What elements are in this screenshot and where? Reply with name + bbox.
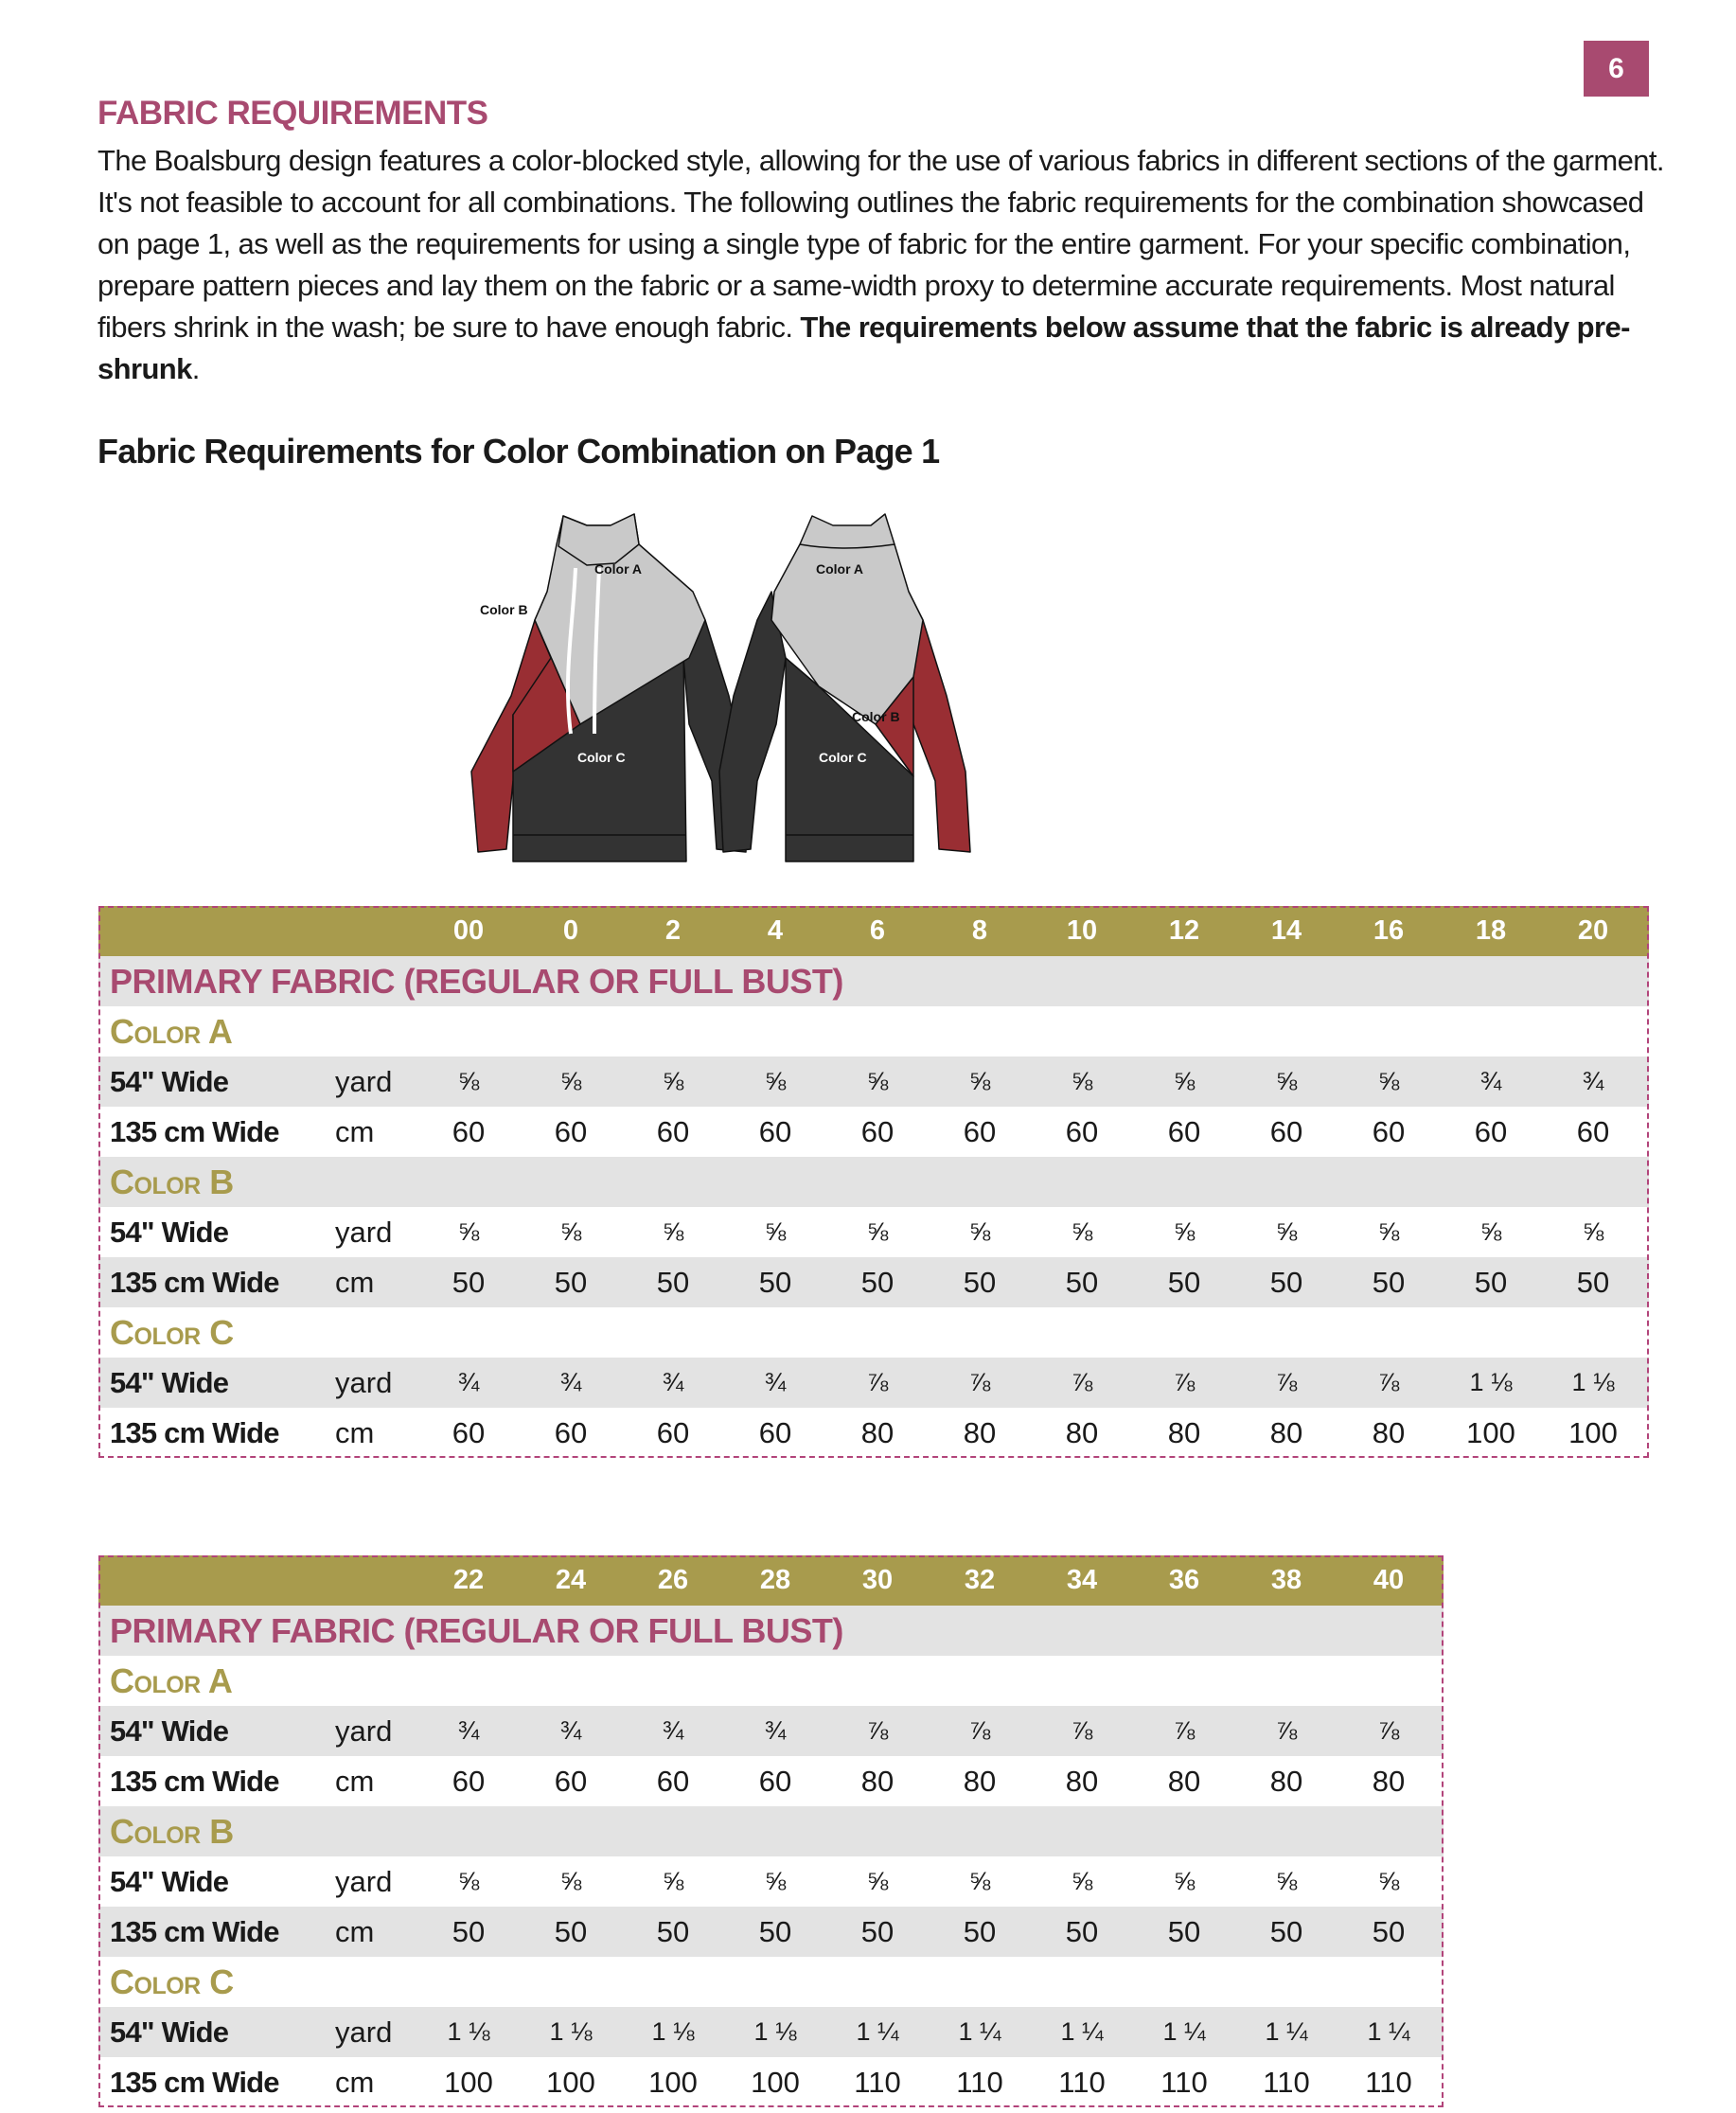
centimeter-cell: 60 xyxy=(452,1415,486,1449)
centimeter-row xyxy=(98,1107,1649,1157)
yardage-cell: ⅝ xyxy=(968,1867,991,1895)
color-group-label: Color A xyxy=(110,1011,233,1051)
centimeter-cell: 80 xyxy=(1269,1415,1303,1449)
size-header-cell: 2 xyxy=(664,915,682,946)
yardage-cell: ⅝ xyxy=(1071,1867,1093,1895)
centimeter-cell: 60 xyxy=(656,1764,690,1798)
yardage-cell: ¾ xyxy=(457,1716,480,1745)
centimeter-cell: 60 xyxy=(963,1114,997,1148)
back-view xyxy=(719,514,970,861)
yardage-cell: ⅝ xyxy=(1377,1067,1400,1095)
yardage-cell: ⅝ xyxy=(968,1067,991,1095)
back-label-color-c: Color C xyxy=(819,750,867,765)
yardage-cell: ⅝ xyxy=(1071,1217,1093,1246)
yardage-cell: ¾ xyxy=(457,1368,480,1396)
centimeter-row xyxy=(98,2057,1444,2107)
centimeter-row xyxy=(98,1756,1444,1806)
yardage-cell: ¾ xyxy=(764,1716,787,1745)
unit-label: cm xyxy=(335,1764,375,1798)
fabric-width-label: 54" Wide xyxy=(110,1864,229,1898)
front-label-color-c: Color C xyxy=(577,750,626,765)
yardage-cell: ⅞ xyxy=(1275,1368,1298,1396)
centimeter-cell: 110 xyxy=(1365,2065,1412,2099)
centimeter-cell: 110 xyxy=(854,2065,901,2099)
unit-label: cm xyxy=(335,2065,375,2099)
fabric-width-label: 135 cm Wide xyxy=(110,1914,279,1948)
centimeter-cell: 50 xyxy=(656,1914,690,1948)
centimeter-cell: 60 xyxy=(452,1764,486,1798)
yardage-cell: 1 ¼ xyxy=(856,2017,899,2046)
yardage-cell: ⅝ xyxy=(866,1217,889,1246)
centimeter-cell: 80 xyxy=(1269,1764,1303,1798)
centimeter-cell: 100 xyxy=(1568,1415,1618,1449)
yardage-cell: ⅞ xyxy=(1377,1368,1400,1396)
centimeter-cell: 110 xyxy=(1058,2065,1106,2099)
section-title: FABRIC REQUIREMENTS xyxy=(97,95,488,132)
yardage-cell: ⅝ xyxy=(1071,1067,1093,1095)
yardage-cell: ⅞ xyxy=(1377,1716,1400,1745)
centimeter-cell: 100 xyxy=(546,2065,595,2099)
yardage-cell: ¾ xyxy=(662,1368,684,1396)
unit-label: yard xyxy=(335,1064,393,1098)
color-group-label: Color B xyxy=(110,1162,234,1201)
centimeter-cell: 50 xyxy=(1474,1265,1508,1299)
size-header-row xyxy=(98,1555,1444,1606)
centimeter-cell: 50 xyxy=(1576,1265,1610,1299)
centimeter-cell: 60 xyxy=(1167,1114,1201,1148)
size-header-cell: 12 xyxy=(1168,915,1200,946)
yardage-cell: ⅝ xyxy=(764,1067,787,1095)
color-group-row xyxy=(98,1006,1649,1056)
centimeter-cell: 80 xyxy=(1372,1415,1406,1449)
centimeter-row xyxy=(98,1408,1649,1458)
yardage-cell: ⅞ xyxy=(1071,1716,1093,1745)
fabric-type-label: PRIMARY FABRIC (REGULAR OR FULL BUST) xyxy=(110,1610,843,1650)
page-number-badge: 6 xyxy=(1584,41,1649,97)
centimeter-cell: 50 xyxy=(1167,1914,1201,1948)
yardage-cell: ⅝ xyxy=(1582,1217,1604,1246)
size-header-cell: 24 xyxy=(555,1565,587,1595)
yardage-row xyxy=(98,1856,1444,1907)
fabric-width-label: 54" Wide xyxy=(110,1713,229,1748)
centimeter-cell: 80 xyxy=(1065,1415,1099,1449)
yardage-cell: 1 ⅛ xyxy=(447,2017,490,2046)
centimeter-cell: 50 xyxy=(656,1265,690,1299)
yardage-cell: ⅝ xyxy=(457,1067,480,1095)
centimeter-cell: 60 xyxy=(1372,1114,1406,1148)
yardage-row xyxy=(98,1706,1444,1756)
size-header-cell: 28 xyxy=(759,1565,791,1595)
size-header-cell: 26 xyxy=(657,1565,689,1595)
yardage-cell: ⅝ xyxy=(1377,1867,1400,1895)
color-group-row xyxy=(98,1957,1444,2007)
yardage-cell: ⅝ xyxy=(1275,1217,1298,1246)
fabric-type-row xyxy=(98,1606,1444,1656)
unit-label: yard xyxy=(335,1365,393,1399)
fabric-width-label: 54" Wide xyxy=(110,1215,229,1249)
centimeter-cell: 60 xyxy=(758,1114,792,1148)
size-header-cell: 22 xyxy=(452,1565,485,1595)
color-group-label: Color C xyxy=(110,1312,234,1352)
yardage-cell: ¾ xyxy=(1582,1067,1604,1095)
size-header-cell: 14 xyxy=(1270,915,1302,946)
yardage-cell: ⅝ xyxy=(457,1217,480,1246)
centimeter-cell: 50 xyxy=(452,1914,486,1948)
yardage-cell: ⅝ xyxy=(764,1867,787,1895)
centimeter-cell: 60 xyxy=(1269,1114,1303,1148)
centimeter-cell: 50 xyxy=(1269,1914,1303,1948)
intro-end: . xyxy=(191,352,200,385)
yardage-cell: ⅝ xyxy=(662,1067,684,1095)
yardage-cell: ⅝ xyxy=(968,1217,991,1246)
centimeter-cell: 60 xyxy=(452,1114,486,1148)
size-table-2 xyxy=(98,1555,1444,2107)
centimeter-cell: 50 xyxy=(758,1914,792,1948)
yardage-cell: ⅝ xyxy=(1173,1217,1196,1246)
centimeter-cell: 100 xyxy=(444,2065,493,2099)
yardage-cell: ⅞ xyxy=(866,1716,889,1745)
centimeter-cell: 60 xyxy=(1576,1114,1610,1148)
yardage-cell: ⅝ xyxy=(866,1067,889,1095)
color-group-row xyxy=(98,1307,1649,1358)
fabric-width-label: 135 cm Wide xyxy=(110,1764,279,1798)
centimeter-cell: 60 xyxy=(1065,1114,1099,1148)
yardage-cell: 1 ¼ xyxy=(958,2017,1001,2046)
yardage-cell: ¾ xyxy=(559,1368,582,1396)
centimeter-cell: 80 xyxy=(1167,1764,1201,1798)
yardage-cell: ⅞ xyxy=(968,1368,991,1396)
intro-bold-note: The requirements below assume that the fabric is already pre-shrunk xyxy=(97,311,1630,385)
centimeter-cell: 80 xyxy=(860,1764,895,1798)
yardage-cell: ⅝ xyxy=(559,1067,582,1095)
size-header-cell: 8 xyxy=(971,915,988,946)
fabric-width-label: 54" Wide xyxy=(110,2015,229,2049)
unit-label: yard xyxy=(335,1864,393,1898)
yardage-cell: ¾ xyxy=(1479,1067,1502,1095)
yardage-cell: ⅝ xyxy=(559,1217,582,1246)
centimeter-cell: 60 xyxy=(656,1114,690,1148)
yardage-cell: 1 ¼ xyxy=(1367,2017,1410,2046)
yardage-cell: ⅝ xyxy=(662,1867,684,1895)
centimeter-cell: 60 xyxy=(758,1415,792,1449)
yardage-cell: 1 ¼ xyxy=(1060,2017,1104,2046)
centimeter-cell: 50 xyxy=(860,1265,895,1299)
yardage-cell: ⅞ xyxy=(1071,1368,1093,1396)
front-label-color-a: Color A xyxy=(594,561,643,577)
centimeter-cell: 60 xyxy=(758,1764,792,1798)
centimeter-cell: 50 xyxy=(1269,1265,1303,1299)
unit-label: cm xyxy=(335,1114,375,1148)
fabric-width-label: 54" Wide xyxy=(110,1064,229,1098)
size-header-cell: 32 xyxy=(964,1565,996,1595)
size-table-1 xyxy=(98,906,1649,1458)
garment-illustration xyxy=(445,488,1240,866)
yardage-cell: ⅝ xyxy=(1173,1067,1196,1095)
yardage-cell: ⅝ xyxy=(662,1217,684,1246)
yardage-cell: 1 ⅛ xyxy=(651,2017,695,2046)
yardage-cell: 1 ⅛ xyxy=(549,2017,593,2046)
centimeter-cell: 60 xyxy=(554,1415,588,1449)
centimeter-cell: 50 xyxy=(1372,1914,1406,1948)
size-header-cell: 20 xyxy=(1577,915,1609,946)
centimeter-cell: 50 xyxy=(554,1914,588,1948)
centimeter-cell: 50 xyxy=(758,1265,792,1299)
centimeter-cell: 110 xyxy=(956,2065,1003,2099)
size-header-cell: 34 xyxy=(1066,1565,1098,1595)
centimeter-row xyxy=(98,1257,1649,1307)
fabric-width-label: 135 cm Wide xyxy=(110,1265,279,1299)
centimeter-cell: 60 xyxy=(554,1114,588,1148)
front-view xyxy=(471,514,746,861)
color-group-label: Color A xyxy=(110,1660,233,1700)
yardage-cell: 1 ¼ xyxy=(1162,2017,1206,2046)
centimeter-cell: 50 xyxy=(554,1265,588,1299)
centimeter-cell: 100 xyxy=(1466,1415,1515,1449)
yardage-cell: ⅝ xyxy=(1173,1867,1196,1895)
centimeter-cell: 110 xyxy=(1160,2065,1208,2099)
centimeter-cell: 60 xyxy=(554,1764,588,1798)
color-group-label: Color C xyxy=(110,1962,234,2001)
size-header-cell: 00 xyxy=(452,915,485,946)
centimeter-cell: 60 xyxy=(656,1415,690,1449)
centimeter-cell: 80 xyxy=(963,1764,997,1798)
yardage-cell: ⅞ xyxy=(1173,1716,1196,1745)
size-header-cell: 0 xyxy=(562,915,579,946)
fabric-width-label: 135 cm Wide xyxy=(110,2065,279,2099)
yardage-cell: ⅝ xyxy=(457,1867,480,1895)
front-label-color-b: Color B xyxy=(480,602,528,617)
centimeter-cell: 80 xyxy=(1167,1415,1201,1449)
size-header-cell: 10 xyxy=(1066,915,1098,946)
yardage-cell: ⅝ xyxy=(866,1867,889,1895)
yardage-cell: ⅝ xyxy=(559,1867,582,1895)
yardage-cell: ⅞ xyxy=(1275,1716,1298,1745)
centimeter-cell: 100 xyxy=(648,2065,698,2099)
centimeter-cell: 50 xyxy=(860,1914,895,1948)
back-label-color-b: Color B xyxy=(852,709,900,724)
subheading: Fabric Requirements for Color Combination on Page 1 xyxy=(97,432,940,471)
yardage-row xyxy=(98,1358,1649,1408)
unit-label: yard xyxy=(335,1215,393,1249)
yardage-cell: 1 ¼ xyxy=(1265,2017,1308,2046)
centimeter-cell: 110 xyxy=(1263,2065,1310,2099)
yardage-cell: ⅝ xyxy=(1275,1067,1298,1095)
centimeter-cell: 100 xyxy=(751,2065,800,2099)
yardage-cell: ¾ xyxy=(662,1716,684,1745)
size-header-cell: 18 xyxy=(1475,915,1507,946)
size-header-cell: 6 xyxy=(869,915,886,946)
yardage-cell: 1 ⅛ xyxy=(1571,1368,1615,1396)
intro-text: The Boalsburg design features a color-blocked style, allowing for the use of various fabrics in different sections of the garment. It's not feasible to account for all combinations. The following outlines the fabric requirements for the combination showcased on page 1, as well as the requirements for using a single type of fabric for the entire garment. For your specific combination, prepare pattern pieces and lay them on the fabric or a same-width proxy to determine accurate requirements. Most natural fibers shrink in the wash; be sure to have enough fabric. xyxy=(97,144,1664,344)
yardage-row xyxy=(98,2007,1444,2057)
color-group-row xyxy=(98,1806,1444,1856)
centimeter-cell: 50 xyxy=(963,1914,997,1948)
yardage-cell: ⅞ xyxy=(1173,1368,1196,1396)
yardage-cell: 1 ⅛ xyxy=(1469,1368,1513,1396)
centimeter-cell: 50 xyxy=(1167,1265,1201,1299)
size-header-row xyxy=(98,906,1649,956)
size-header-cell: 38 xyxy=(1270,1565,1302,1595)
color-group-row xyxy=(98,1656,1444,1706)
yardage-cell: ⅞ xyxy=(866,1368,889,1396)
centimeter-row xyxy=(98,1907,1444,1957)
yardage-cell: ⅞ xyxy=(968,1716,991,1745)
centimeter-cell: 80 xyxy=(1372,1764,1406,1798)
centimeter-cell: 60 xyxy=(1474,1114,1508,1148)
centimeter-cell: 50 xyxy=(1372,1265,1406,1299)
size-header-cell: 36 xyxy=(1168,1565,1200,1595)
fabric-type-row xyxy=(98,956,1649,1006)
size-header-cell: 16 xyxy=(1373,915,1405,946)
yardage-cell: ⅝ xyxy=(1275,1867,1298,1895)
unit-label: cm xyxy=(335,1415,375,1449)
unit-label: cm xyxy=(335,1265,375,1299)
centimeter-cell: 60 xyxy=(860,1114,895,1148)
yardage-row xyxy=(98,1056,1649,1107)
color-group-label: Color B xyxy=(110,1811,234,1851)
centimeter-cell: 50 xyxy=(452,1265,486,1299)
centimeter-cell: 50 xyxy=(1065,1265,1099,1299)
size-header-cell: 30 xyxy=(861,1565,894,1595)
unit-label: cm xyxy=(335,1914,375,1948)
color-group-row xyxy=(98,1157,1649,1207)
centimeter-cell: 80 xyxy=(1065,1764,1099,1798)
unit-label: yard xyxy=(335,1713,393,1748)
fabric-type-label: PRIMARY FABRIC (REGULAR OR FULL BUST) xyxy=(110,961,843,1001)
fabric-width-label: 135 cm Wide xyxy=(110,1415,279,1449)
yardage-cell: 1 ⅛ xyxy=(753,2017,797,2046)
yardage-cell: ⅝ xyxy=(764,1217,787,1246)
size-header-cell: 4 xyxy=(767,915,784,946)
unit-label: yard xyxy=(335,2015,393,2049)
back-label-color-a: Color A xyxy=(816,561,864,577)
fabric-width-label: 54" Wide xyxy=(110,1365,229,1399)
back-left-sleeve xyxy=(719,592,786,852)
fabric-width-label: 135 cm Wide xyxy=(110,1114,279,1148)
centimeter-cell: 80 xyxy=(963,1415,997,1449)
centimeter-cell: 50 xyxy=(1065,1914,1099,1948)
centimeter-cell: 50 xyxy=(963,1265,997,1299)
yardage-cell: ¾ xyxy=(764,1368,787,1396)
yardage-cell: ⅝ xyxy=(1479,1217,1502,1246)
yardage-cell: ¾ xyxy=(559,1716,582,1745)
centimeter-cell: 80 xyxy=(860,1415,895,1449)
intro-paragraph xyxy=(97,140,1669,390)
yardage-row xyxy=(98,1207,1649,1257)
yardage-cell: ⅝ xyxy=(1377,1217,1400,1246)
size-header-cell: 40 xyxy=(1373,1565,1405,1595)
